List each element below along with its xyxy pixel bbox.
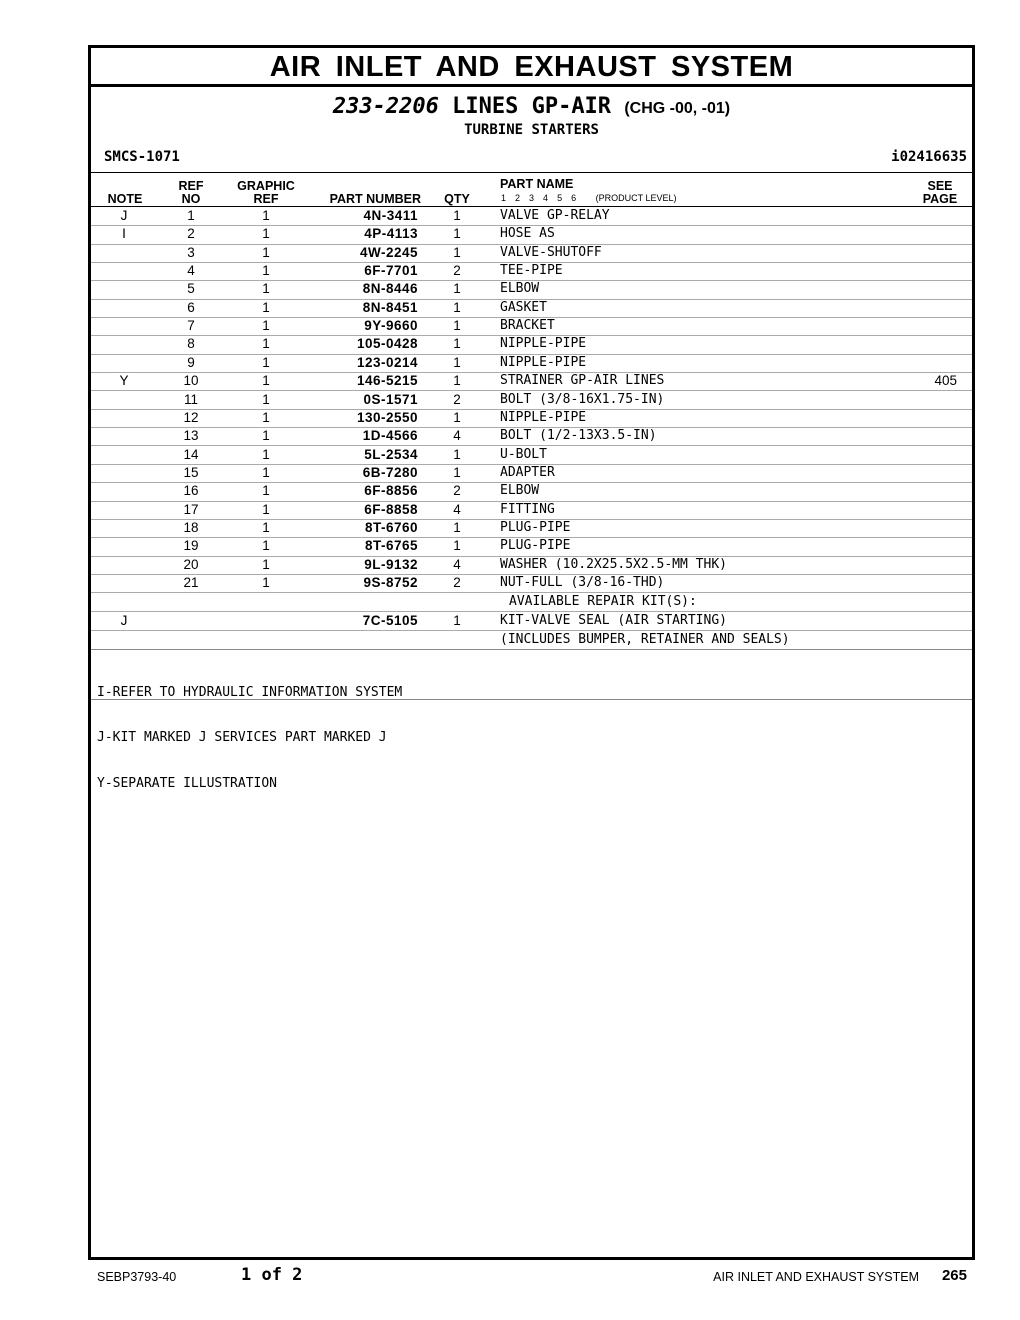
row-ref-no: 6 xyxy=(187,299,195,315)
row-graphic-ref: 1 xyxy=(262,244,270,260)
table-row xyxy=(91,207,972,226)
footer-page-of: 1 of 2 xyxy=(241,1265,303,1285)
product-level-number: 2 xyxy=(515,193,521,203)
row-part-name: U-BOLT xyxy=(500,446,547,462)
row-note: J xyxy=(120,208,128,223)
row-ref-no: 20 xyxy=(183,556,199,572)
col-qty: QTY xyxy=(444,192,470,206)
product-level-number: 6 xyxy=(571,193,577,203)
row-part-name: STRAINER GP-AIR LINES xyxy=(500,373,665,389)
group-subtitle: TURBINE STARTERS xyxy=(464,122,599,138)
row-graphic-ref: 1 xyxy=(262,391,270,407)
row-graphic-ref: 1 xyxy=(262,208,270,223)
repair-kit-row xyxy=(91,612,972,631)
row-ref-no: 21 xyxy=(183,575,199,590)
row-part-name: ELBOW xyxy=(500,483,540,499)
table-row xyxy=(91,501,972,520)
row-graphic-ref: 1 xyxy=(262,446,270,462)
row-note: I xyxy=(122,226,126,242)
repair-kit-part-number: 7C-5105 xyxy=(362,613,418,628)
footer-section: AIR INLET AND EXHAUST SYSTEM xyxy=(713,1270,919,1284)
row-graphic-ref: 1 xyxy=(262,226,270,242)
row-graphic-ref: 1 xyxy=(262,318,270,334)
row-part-name: TEE-PIPE xyxy=(500,263,563,279)
row-qty: 1 xyxy=(453,409,461,425)
change-level: (CHG -00, -01) xyxy=(624,100,731,117)
row-part-number: 130-2550 xyxy=(356,409,418,425)
repair-kit-name: KIT-VALVE SEAL (AIR STARTING) xyxy=(500,613,727,628)
row-qty: 1 xyxy=(453,519,461,535)
table-row xyxy=(91,446,972,465)
row-graphic-ref: 1 xyxy=(262,281,270,297)
row-qty: 1 xyxy=(453,446,461,462)
row-part-number: 5L-2534 xyxy=(364,446,418,462)
row-part-name: NIPPLE-PIPE xyxy=(500,409,587,425)
row-part-number: 6F-7701 xyxy=(364,263,418,279)
table-row xyxy=(91,299,972,318)
product-level-number: 1 xyxy=(501,193,507,203)
notes-divider xyxy=(91,699,972,700)
row-ref-no: 8 xyxy=(187,336,195,352)
row-part-number: 6F-8858 xyxy=(364,501,418,517)
footer-page-number: 265 xyxy=(941,1267,967,1284)
row-part-name: FITTING xyxy=(500,501,555,517)
table-row xyxy=(91,427,972,446)
product-levels xyxy=(501,193,676,203)
row-qty: 1 xyxy=(453,336,461,352)
row-part-name: PLUG-PIPE xyxy=(500,519,571,535)
row-ref-no: 4 xyxy=(187,263,195,279)
table-row xyxy=(91,354,972,373)
row-qty: 4 xyxy=(453,428,461,444)
row-qty: 4 xyxy=(453,556,461,572)
product-level-number: 3 xyxy=(529,193,535,203)
col-see-line2: PAGE xyxy=(922,192,958,206)
row-part-name: BRACKET xyxy=(500,318,555,334)
row-ref-no: 17 xyxy=(183,501,199,517)
row-note: Y xyxy=(119,373,129,389)
row-part-number: 123-0214 xyxy=(356,354,418,370)
row-ref-no: 9 xyxy=(187,354,195,370)
table-row xyxy=(91,482,972,501)
table-row xyxy=(91,409,972,428)
section-title: AIR INLET AND EXHAUST SYSTEM xyxy=(91,48,972,87)
table-row xyxy=(91,537,972,556)
note-line: J-KIT MARKED J SERVICES PART MARKED J xyxy=(97,730,387,746)
row-qty: 2 xyxy=(453,575,461,590)
col-see-line1: SEE xyxy=(927,179,953,193)
row-part-name: NUT-FULL (3/8-16-THD) xyxy=(500,575,665,590)
row-part-name: HOSE AS xyxy=(500,226,555,242)
repair-kit-qty: 1 xyxy=(453,613,461,628)
col-graphic-line2: REF xyxy=(253,192,279,206)
row-qty: 2 xyxy=(453,391,461,407)
row-ref-no: 11 xyxy=(183,391,198,407)
repair-kit-heading-row xyxy=(91,593,972,612)
row-ref-no: 12 xyxy=(183,409,199,425)
table-row xyxy=(91,280,972,299)
table-row xyxy=(91,335,972,354)
row-ref-no: 18 xyxy=(183,519,199,535)
table-row xyxy=(91,391,972,410)
header-divider xyxy=(91,172,972,173)
row-part-number: 1D-4566 xyxy=(362,428,418,444)
col-note: NOTE xyxy=(107,192,143,206)
row-qty: 1 xyxy=(453,244,461,260)
row-qty: 4 xyxy=(453,501,461,517)
table-row xyxy=(91,556,972,575)
product-level-number: 4 xyxy=(543,193,549,203)
row-graphic-ref: 1 xyxy=(262,519,270,535)
repair-kit-includes-row xyxy=(91,631,972,650)
row-ref-no: 2 xyxy=(187,226,195,242)
parts-page-frame xyxy=(88,45,975,1260)
row-qty: 1 xyxy=(453,281,461,297)
row-qty: 1 xyxy=(453,354,461,370)
row-part-number: 4W-2245 xyxy=(359,244,418,260)
col-ref-line2: NO xyxy=(181,192,201,206)
row-ref-no: 15 xyxy=(183,464,199,480)
row-part-name: VALVE GP-RELAY xyxy=(500,208,610,223)
notes-block xyxy=(97,654,402,822)
row-graphic-ref: 1 xyxy=(262,464,270,480)
note-line: Y-SEPARATE ILLUSTRATION xyxy=(97,776,278,792)
note-line: I-REFER TO HYDRAULIC INFORMATION SYSTEM xyxy=(97,684,403,700)
row-part-name: ADAPTER xyxy=(500,464,555,480)
row-part-number: 8T-6765 xyxy=(364,538,418,554)
product-level-number: 5 xyxy=(557,193,563,203)
row-part-name: GASKET xyxy=(500,299,547,315)
row-qty: 1 xyxy=(453,226,461,242)
row-qty: 2 xyxy=(453,263,461,279)
row-part-name: WASHER (10.2X25.5X2.5-MM THK) xyxy=(500,556,727,572)
table-row xyxy=(91,574,972,593)
row-graphic-ref: 1 xyxy=(262,575,270,590)
row-qty: 1 xyxy=(453,538,461,554)
row-ref-no: 7 xyxy=(187,318,195,334)
row-see-page: 405 xyxy=(934,373,957,389)
row-part-name: BOLT (3/8-16X1.75-IN) xyxy=(500,391,665,407)
row-graphic-ref: 1 xyxy=(262,409,270,425)
row-ref-no: 16 xyxy=(183,483,199,499)
row-ref-no: 19 xyxy=(183,538,199,554)
row-part-number: 9L-9132 xyxy=(364,556,418,572)
row-part-number: 9S-8752 xyxy=(363,575,418,590)
table-row xyxy=(91,519,972,538)
row-part-number: 6F-8856 xyxy=(364,483,418,499)
row-qty: 1 xyxy=(453,318,461,334)
col-graphic-line1: GRAPHIC xyxy=(237,179,295,193)
row-part-number: 8T-6760 xyxy=(364,519,418,535)
row-ref-no: 3 xyxy=(187,244,195,260)
row-ref-no: 1 xyxy=(187,208,195,223)
table-row xyxy=(91,317,972,336)
col-part-name: PART NAME xyxy=(500,177,574,191)
row-ref-no: 14 xyxy=(183,446,199,462)
footer-doc-id: SEBP3793-40 xyxy=(97,1270,177,1284)
row-graphic-ref: 1 xyxy=(262,263,270,279)
col-part-number: PART NUMBER xyxy=(329,192,421,206)
row-graphic-ref: 1 xyxy=(262,538,270,554)
repair-kit-heading: AVAILABLE REPAIR KIT(S): xyxy=(509,594,697,609)
row-part-number: 105-0428 xyxy=(356,336,418,352)
row-graphic-ref: 1 xyxy=(262,483,270,499)
row-part-name: VALVE-SHUTOFF xyxy=(500,244,602,260)
row-part-number: 0S-1571 xyxy=(363,391,418,407)
table-row xyxy=(91,464,972,483)
row-qty: 2 xyxy=(453,483,461,499)
row-part-name: NIPPLE-PIPE xyxy=(500,354,587,370)
row-ref-no: 13 xyxy=(183,428,199,444)
row-part-number: 146-5215 xyxy=(356,373,418,389)
col-ref-line1: REF xyxy=(178,179,204,193)
illustration-id: i02416635 xyxy=(891,149,967,165)
group-name: LINES GP-AIR xyxy=(452,94,612,119)
row-qty: 1 xyxy=(453,373,461,389)
row-ref-no: 10 xyxy=(183,373,199,389)
table-row xyxy=(91,262,972,281)
row-part-name: PLUG-PIPE xyxy=(500,538,571,554)
product-level xyxy=(501,193,585,203)
row-qty: 1 xyxy=(453,464,461,480)
row-part-number: 9Y-9660 xyxy=(364,318,418,334)
row-part-name: BOLT (1/2-13X3.5-IN) xyxy=(500,428,657,444)
group-heading xyxy=(91,93,972,123)
repair-kit-note: J xyxy=(120,613,128,628)
row-graphic-ref: 1 xyxy=(262,336,270,352)
row-part-name: NIPPLE-PIPE xyxy=(500,336,587,352)
row-graphic-ref: 1 xyxy=(262,428,270,444)
row-part-number: 4N-3411 xyxy=(363,208,418,223)
row-part-name: ELBOW xyxy=(500,281,540,297)
row-graphic-ref: 1 xyxy=(262,556,270,572)
row-part-number: 8N-8451 xyxy=(362,299,418,315)
product-level-label: (PRODUCT LEVEL) xyxy=(595,193,677,203)
row-graphic-ref: 1 xyxy=(262,299,270,315)
row-qty: 1 xyxy=(453,208,461,223)
table-row xyxy=(91,244,972,263)
table-row xyxy=(91,372,972,391)
row-graphic-ref: 1 xyxy=(262,373,270,389)
row-ref-no: 5 xyxy=(187,281,195,297)
row-part-number: 8N-8446 xyxy=(362,281,418,297)
row-part-number: 6B-7280 xyxy=(362,464,418,480)
smcs-code: SMCS-1071 xyxy=(104,149,180,165)
row-part-number: 4P-4113 xyxy=(364,226,418,242)
row-graphic-ref: 1 xyxy=(262,354,270,370)
row-graphic-ref: 1 xyxy=(262,501,270,517)
table-row xyxy=(91,225,972,244)
row-qty: 1 xyxy=(453,299,461,315)
group-number: 233-2206 xyxy=(332,94,439,119)
repair-kit-includes: (INCLUDES BUMPER, RETAINER AND SEALS) xyxy=(500,632,790,647)
